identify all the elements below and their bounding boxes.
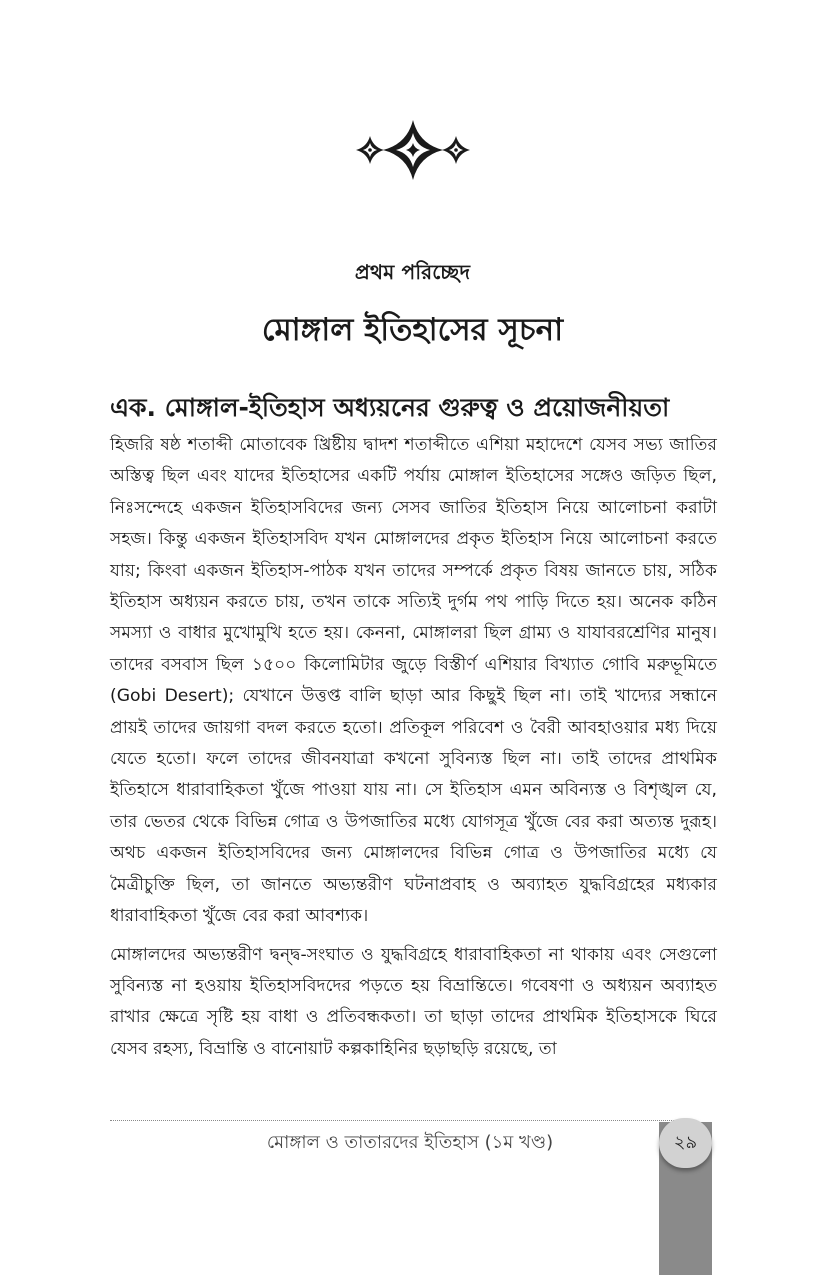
chapter-title: মোঙ্গাল ইতিহাসের সূচনা (261, 312, 564, 348)
section-heading: এক. মোঙ্গাল-ইতিহাস অধ্যয়নের গুরুত্ব ও প্রয়োজনীয়তা (110, 393, 670, 422)
diamond-ornament-icon (348, 118, 478, 182)
chapter-ornament (0, 118, 825, 182)
paragraph: মোঙ্গালদের অভ্যন্তরীণ দ্বন্দ্ব-সংঘাত ও যুদ্ধবিগ্রহে ধারাবাহিকতা না থাকায় এবং সেগুলো সুবিন্যস্ত না হওয়ায় ইতিহাসবিদদের পড়তে হয় বিভ্রান্তিতে। গবেষণা ও অধ্যয়ন অব্যাহত রাখার ক্ষেত্রে সৃষ্টি হয় বাধা ও প্রতিবন্ধকতা। তা ছাড়া তাদের প্রাথমিক ইতিহাসকে ঘিরে যেসব রহস্য, বিভ্রান্তি ও বানোয়াট কল্পকাহিনির ছড়াছড়ি রয়েছে, তা (110, 944, 717, 1059)
page-number: ২৯ (673, 1131, 698, 1153)
paragraph: হিজরি ষষ্ঠ শতাব্দী মোতাবেক খ্রিষ্টীয় দ্বাদশ শতাব্দীতে এশিয়া মহাদেশে যেসব সভ্য জাতির অস্তিত্ব ছিল এবং যাদের ইতিহাসের একটি পর্যায় মোঙ্গাল ইতিহাসের সঙ্গেও জড়িত ছিল, নিঃসন্দেহে একজন ইতিহাসবিদের জন্য সেসব জাতির ইতিহাস নিয়ে আলোচনা করাটা সহজ। কিন্তু একজন ইতিহাসবিদ যখন মোঙ্গালদের প্রকৃত ইতিহাস নিয়ে আলোচনা করতে যায়; কিংবা একজন ইতিহাস-পাঠক যখন তাদের সম্পর্কে প্রকৃত বিষয় জানতে চায়, সঠিক ইতিহাস অধ্যয়ন করতে চায়, তখন তাকে সত্যিই দুর্গম পথ পাড়ি দিতে হয়। অনেক কঠিন সমস্যা ও বাধার মুখোমুখি হতে হয়। কেননা, মোঙ্গালরা ছিল গ্রাম্য ও যাযাবরশ্রেণির মানুষ। তাদের বসবাস ছিল ১৫০০ কিলোমিটার জুড়ে বিস্তীর্ণ এশিয়ার বিখ্যাত গোবি মরুভূমিতে (Gobi Desert); যেখানে উত্তপ্ত বালি ছাড়া আর কিছুই ছিল না। তাই খাদ্যের সন্ধানে প্রায়ই তাদের জায়গা বদল করতে হতো। প্রতিকূল পরিবেশ ও বৈরী আবহাওয়ার মধ্য দিয়ে যেতে হতো। ফলে তাদের জীবনযাত্রা কখনো সুবিন্যস্ত ছিল না। তাই তাদের প্রাথমিক ইতিহাসে ধারাবাহিকতা খুঁজে পাওয়া যায় না। সে ইতিহাস এমন অবিন্যস্ত ও বিশৃঙ্খল যে, তার ভেতর থেকে বিভিন্ন গোত্র ও উপজাতির মধ্যে যোগসূত্র খুঁজে বের করা অত্যন্ত দুরূহ। অথচ একজন ইতিহাসবিদের জন্য মোঙ্গালদের বিভিন্ন গোত্র ও উপজাতির মধ্যে যে মৈত্রীচুক্তি ছিল, তা জানতে অভ্যন্তরীণ ঘটনাপ্রবাহ ও অব্যাহত যুদ্ধবিগ্রহের মধ্যকার ধারাবাহিকতা খুঁজে বের করা আবশ্যক। (110, 435, 717, 927)
chapter-label: প্রথম পরিচ্ছেদ (354, 260, 471, 284)
body-text (110, 430, 717, 1072)
page-number-badge (659, 1118, 712, 1168)
footer-divider (110, 1120, 680, 1121)
footer-book-title: মোঙ্গাল ও তাতারদের ইতিহাস (১ম খণ্ড) (266, 1132, 554, 1153)
